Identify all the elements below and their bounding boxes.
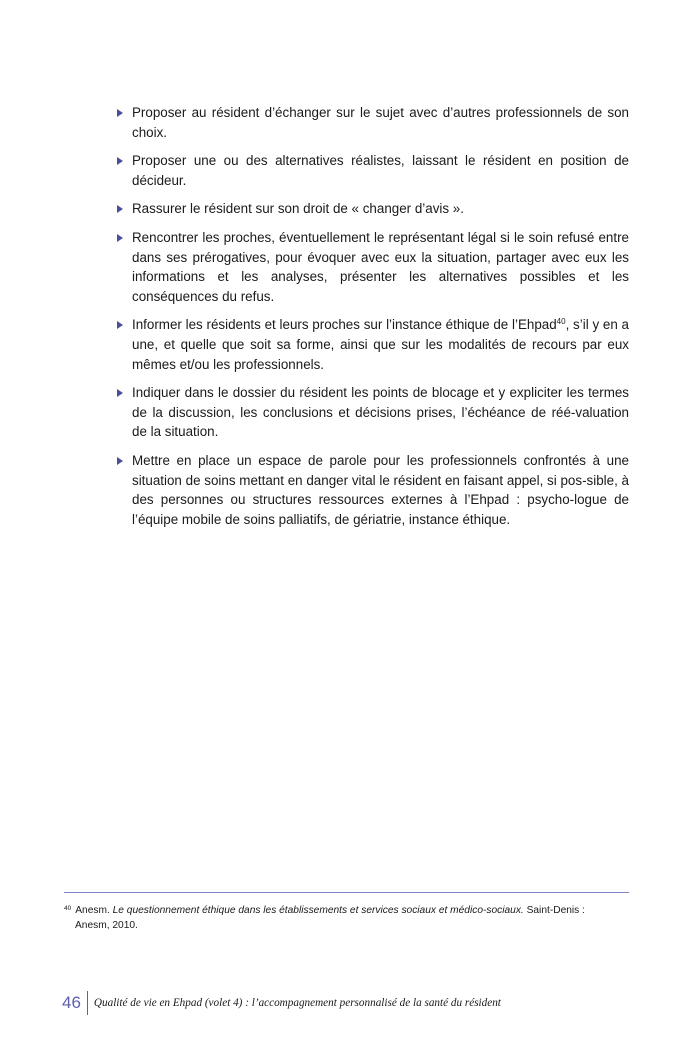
footnote-publisher-line2: Anesm, 2010.: [75, 920, 138, 931]
list-item: [116, 383, 629, 442]
footnote-divider: [64, 892, 629, 893]
list-item-text: Indiquer dans le dossier du résident les points de blocage et y expliciter les termes de la discussion, les conclusions et décisions prises, l’échéance de réé-valuation de la situation.: [132, 385, 629, 440]
triangle-right-icon: [117, 157, 123, 165]
triangle-right-icon: [117, 321, 123, 329]
recommendation-list: [116, 103, 629, 538]
triangle-right-icon: [117, 234, 123, 242]
list-item-text: [132, 317, 629, 371]
list-item-text: Proposer au résident d’échanger sur le sujet avec d’autres professionnels de son choix.: [132, 105, 629, 140]
footnote-line: [64, 903, 629, 918]
footnote-number: 40: [64, 905, 72, 912]
triangle-right-icon: [117, 205, 123, 213]
footnote: [64, 903, 629, 933]
footnote-title: Le questionnement éthique dans les établissements et services sociaux et médico-sociaux.: [112, 905, 524, 916]
footnote-publisher: Saint-Denis :: [526, 905, 585, 916]
list-item-text: Mettre en place un espace de parole pour les professionnels confrontés à une situation de soins mettant en danger vital le résident en faisant appel, si pos-sible, à des personnes ou structures ressources externes à l’Ehpad : psycho-logue de l’équipe mobile de soins palliatifs, de gériatrie, instance éthique.: [132, 452, 629, 527]
list-item: [116, 199, 629, 219]
list-item: [116, 451, 629, 529]
list-item: [116, 228, 629, 306]
list-item: [116, 151, 629, 190]
list-item-text: Proposer une ou des alternatives réalistes, laissant le résident en position de décideur.: [132, 153, 629, 188]
list-item-text-part: Informer les résidents et leurs proches sur l’instance éthique de l’Ehpad: [132, 317, 557, 333]
footnote-author: Anesm.: [75, 905, 110, 916]
list-item: [116, 315, 629, 374]
running-title: Qualité de vie en Ehpad (volet 4) : l’accompagnement personnalisé de la santé du résident: [93, 997, 501, 1009]
triangle-right-icon: [117, 389, 123, 397]
page-number: 46: [62, 993, 81, 1012]
list-item-text: Rencontrer les proches, éventuellement le représentant légal si le soin refusé entre dans ses prérogatives, pour évoquer avec eux la situation, partager avec eux les informations et les analyses, présenter les alternatives possibles et les conséquences du refus.: [132, 229, 629, 304]
footnote-reference[interactable]: 40: [556, 317, 566, 327]
list-item-text: Rassurer le résident sur son droit de « changer d’avis ».: [132, 201, 464, 217]
list-item: [116, 103, 629, 142]
page-footer: [62, 990, 501, 1016]
triangle-right-icon: [117, 109, 123, 117]
list-item-text-part: , s’il y en a une, et quelle que soit sa forme, ainsi que sur les modalités de recours par eux mêmes et/ou les professionnels.: [132, 317, 629, 372]
triangle-right-icon: [117, 457, 123, 465]
footnote-line: [64, 918, 629, 933]
footer-separator: [87, 991, 88, 1015]
